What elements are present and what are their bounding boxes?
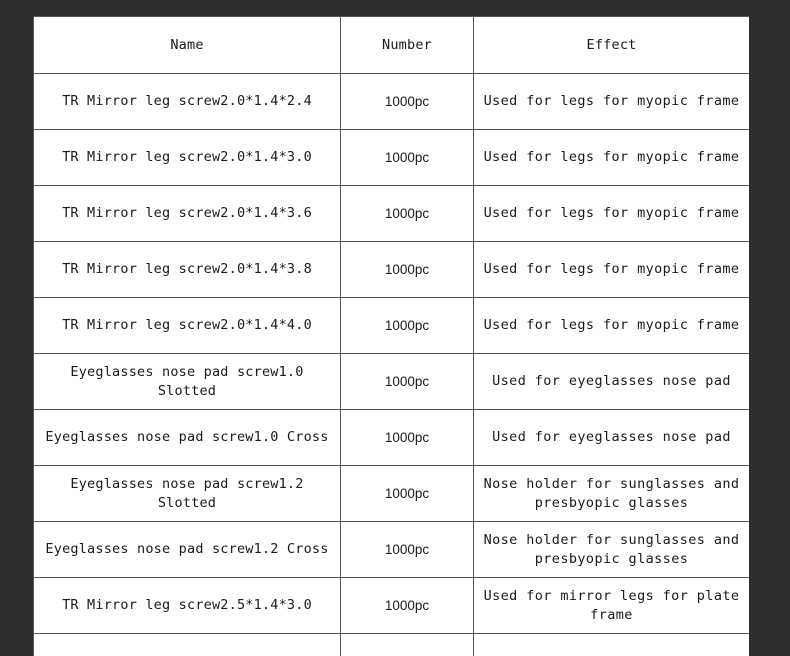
cell-effect: Nose holder for sunglasses and presbyopic glasses bbox=[474, 466, 750, 522]
cell-effect bbox=[474, 634, 750, 656]
table-row bbox=[34, 242, 750, 298]
table-row bbox=[34, 522, 750, 578]
table-row bbox=[34, 186, 750, 242]
cell-name: Eyeglasses nose pad screw1.0 Slotted bbox=[34, 354, 341, 410]
cell-number: 1000pc bbox=[341, 242, 474, 298]
table-row bbox=[34, 578, 750, 634]
product-sheet bbox=[33, 16, 749, 656]
header-name: Name bbox=[34, 17, 341, 74]
cell-effect: Used for eyeglasses nose pad bbox=[474, 354, 750, 410]
table-row bbox=[34, 130, 750, 186]
cell-name: TR Mirror leg screw2.5*1.4*3.0 bbox=[34, 578, 341, 634]
table-row bbox=[34, 410, 750, 466]
cell-name: TR Mirror leg screw2.0*1.4*2.4 bbox=[34, 74, 341, 130]
table-row bbox=[34, 298, 750, 354]
screw-spec-table bbox=[33, 16, 749, 656]
cell-name: TR Mirror leg screw2.0*1.4*4.0 bbox=[34, 298, 341, 354]
cell-number: 1000pc bbox=[341, 466, 474, 522]
cell-effect: Nose holder for sunglasses and presbyopic glasses bbox=[474, 522, 750, 578]
cell-number: 1000pc bbox=[341, 74, 474, 130]
cell-name: Eyeglasses nose pad screw1.0 Cross bbox=[34, 410, 341, 466]
cell-number: 1000pc bbox=[341, 354, 474, 410]
header-effect: Effect bbox=[474, 17, 750, 74]
cell-number: 1000pc bbox=[341, 410, 474, 466]
table-row bbox=[34, 354, 750, 410]
table-row bbox=[34, 466, 750, 522]
cell-name bbox=[34, 634, 341, 656]
cell-effect: Used for eyeglasses nose pad bbox=[474, 410, 750, 466]
cell-effect: Used for legs for myopic frame bbox=[474, 130, 750, 186]
cell-effect: Used for legs for myopic frame bbox=[474, 242, 750, 298]
cell-name: Eyeglasses nose pad screw1.2 Slotted bbox=[34, 466, 341, 522]
table-row bbox=[34, 634, 750, 656]
cell-number bbox=[341, 634, 474, 656]
cell-effect: Used for legs for myopic frame bbox=[474, 298, 750, 354]
cell-name: TR Mirror leg screw2.0*1.4*3.0 bbox=[34, 130, 341, 186]
cell-number: 1000pc bbox=[341, 298, 474, 354]
header-number: Number bbox=[341, 17, 474, 74]
table-header-row bbox=[34, 17, 750, 74]
table-row bbox=[34, 74, 750, 130]
cell-name: TR Mirror leg screw2.0*1.4*3.8 bbox=[34, 242, 341, 298]
cell-number: 1000pc bbox=[341, 522, 474, 578]
cell-name: Eyeglasses nose pad screw1.2 Cross bbox=[34, 522, 341, 578]
cell-effect: Used for mirror legs for plate frame bbox=[474, 578, 750, 634]
cell-number: 1000pc bbox=[341, 186, 474, 242]
cell-number: 1000pc bbox=[341, 578, 474, 634]
cell-number: 1000pc bbox=[341, 130, 474, 186]
cell-name: TR Mirror leg screw2.0*1.4*3.6 bbox=[34, 186, 341, 242]
cell-effect: Used for legs for myopic frame bbox=[474, 186, 750, 242]
cell-effect: Used for legs for myopic frame bbox=[474, 74, 750, 130]
